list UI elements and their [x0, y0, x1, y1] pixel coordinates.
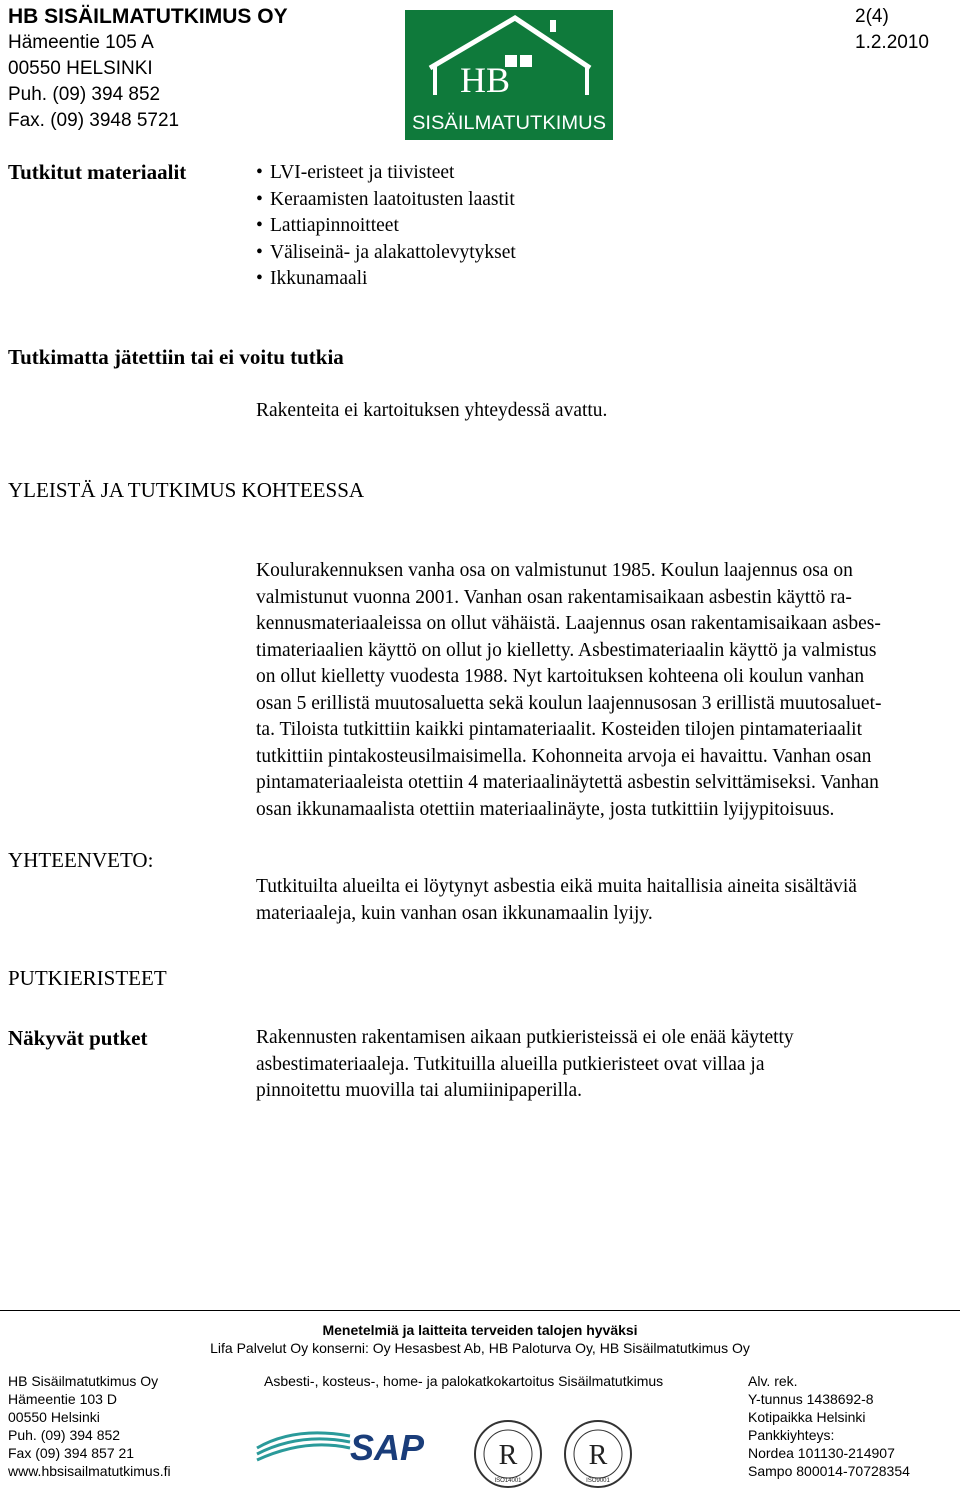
svg-text:R: R [498, 1440, 518, 1471]
footer-line: Pankkiyhteys: [748, 1427, 835, 1443]
document-date: 1.2.2010 [855, 32, 929, 53]
footer-tagline: Menetelmiä ja laitteita terveiden talojen hyväksi [322, 1322, 638, 1338]
svg-text:ISO14001: ISO14001 [494, 1478, 522, 1484]
text-line: tutkittiin pintakosteusilmaisimella. Kohonneita arvoja ei havaittu. Vanhan osan [256, 745, 872, 767]
text-line: ta. Tiloista tutkittiin kaikki pintamateriaalit. Kosteiden tilojen pintamateriaalit [256, 719, 863, 740]
company-postal: 00550 HELSINKI [8, 58, 153, 79]
text-line: Rakennusten rakentamisen aikaan putkieristeissä ei ole enää käytetty [256, 1027, 794, 1048]
svg-text:ISO9001: ISO9001 [586, 1478, 610, 1484]
footer-divider [0, 1310, 960, 1311]
hb-logo [405, 10, 613, 140]
tested-materials-list [256, 160, 516, 293]
company-header [8, 4, 288, 134]
footer-group: Lifa Palvelut Oy konserni: Oy Hesasbest Ab, HB Paloturva Oy, HB Sisäilmatutkimus Oy [210, 1340, 750, 1356]
text-line: on ollut kielletty vuodesta 1988. Nyt kartoituksen kohteena oli koulun vanhan [256, 666, 865, 687]
company-address: Hämeentie 105 A [8, 32, 154, 53]
text-line: materiaaleja, kuin vanhan osan ikkunamaalin lyijy. [256, 902, 653, 924]
text-line: osan ikkunamaalista otettiin materiaalinäyte, josta tutkittiin lyijypitoisuus. [256, 798, 835, 820]
footer-line: Hämeentie 103 D [8, 1391, 117, 1407]
list-item: • Väliseinä- ja alakattolevytykset [256, 240, 516, 267]
tested-materials-label: Tutkitut materiaalit [8, 160, 187, 184]
footer-line: 00550 Helsinki [8, 1409, 100, 1425]
list-item: • Keraamisten laatoitusten laastit [256, 187, 516, 214]
page-number: 2(4) [855, 6, 889, 27]
svg-text:R: R [588, 1440, 608, 1471]
general-paragraph [256, 558, 956, 823]
not-tested-text: Rakenteita ei kartoituksen yhteydessä avattu. [256, 400, 608, 421]
svg-text:SAP: SAP [350, 1427, 425, 1468]
pipe-insulation-paragraph [256, 1025, 794, 1105]
text-line: timateriaalien käyttö on ollut jo kielletty. Asbestimateriaalin käyttö ja valmistus [256, 639, 877, 661]
iso14001-seal-icon [474, 1420, 542, 1488]
list-item: • LVI-eristeet ja tiivisteet [256, 160, 516, 187]
summary-label: YHTEENVETO: [8, 848, 154, 872]
footer-website: www.hbsisailmatutkimus.fi [8, 1463, 171, 1479]
text-line: Koulurakennuksen vanha osa on valmistunut 1985. Koulun laajennus osa on [256, 560, 853, 581]
text-line: pinnoitettu muovilla tai alumiinipaperilla. [256, 1080, 583, 1101]
svg-text:SISÄILMATUTKIMUS: SISÄILMATUTKIMUS [412, 113, 606, 134]
pipe-insulation-heading: PUTKIERISTEET [8, 966, 167, 990]
general-heading: YLEISTÄ JA TUTKIMUS KOHTEESSA [8, 478, 365, 502]
footer-line: Nordea 101130-214907 [748, 1445, 895, 1461]
text-line: valmistunut vuonna 2001. Vanhan osan rakentamisaikaan asbestin käyttö ra- [256, 586, 852, 608]
company-fax: Fax. (09) 3948 5721 [8, 110, 180, 131]
footer-company-info [8, 1372, 171, 1480]
footer-line: Alv. rek. [748, 1373, 798, 1389]
text-line: osan 5 erillistä muutosaluetta sekä koulun laajennusosan 3 erillistä muutosaluet- [256, 692, 882, 714]
house-icon [405, 10, 613, 140]
iso9001-seal-icon [564, 1420, 632, 1488]
footer-line: Sampo 800014-70728354 [748, 1463, 910, 1479]
visible-pipes-label: Näkyvät putket [8, 1026, 148, 1050]
footer-line: Puh. (09) 394 852 [8, 1427, 121, 1443]
text-line: Tutkituilta alueilta ei löytynyt asbestia eikä muita haitallisia aineita sisältäviä [256, 876, 857, 897]
footer-line: Fax (09) 394 857 21 [8, 1445, 135, 1461]
summary-paragraph [256, 874, 857, 927]
company-phone: Puh. (09) 394 852 [8, 84, 161, 105]
svg-text:HB: HB [460, 60, 511, 100]
company-name: HB SISÄILMATUTKIMUS OY [8, 5, 288, 28]
text-line: pintamateriaaleista otettiin 4 materiaalinäytettä asbestin selvittämiseksi. Vanhan [256, 772, 879, 793]
footer-line: HB Sisäilmatutkimus Oy [8, 1373, 159, 1389]
list-item: • Ikkunamaali [256, 266, 516, 293]
not-tested-label: Tutkimatta jätettiin tai ei voitu tutkia [8, 345, 344, 369]
footer-line: Y-tunnus 1438692-8 [748, 1391, 874, 1407]
text-line: kennusmateriaaleissa on ollut vähäistä. Laajennus osan rakentamisaikaan asbes- [256, 613, 881, 634]
footer-services: Asbesti-, kosteus-, home- ja palokatkokartoitus Sisäilmatutkimus [264, 1373, 664, 1389]
footer-registration-info [748, 1372, 910, 1480]
sap-logo [255, 1418, 430, 1468]
footer-line: Kotipaikka Helsinki [748, 1409, 866, 1425]
text-line: asbestimateriaaleja. Tutkituilla alueilla putkieristeet ovat villaa ja [256, 1053, 765, 1075]
list-item: • Lattiapinnoitteet [256, 213, 516, 240]
